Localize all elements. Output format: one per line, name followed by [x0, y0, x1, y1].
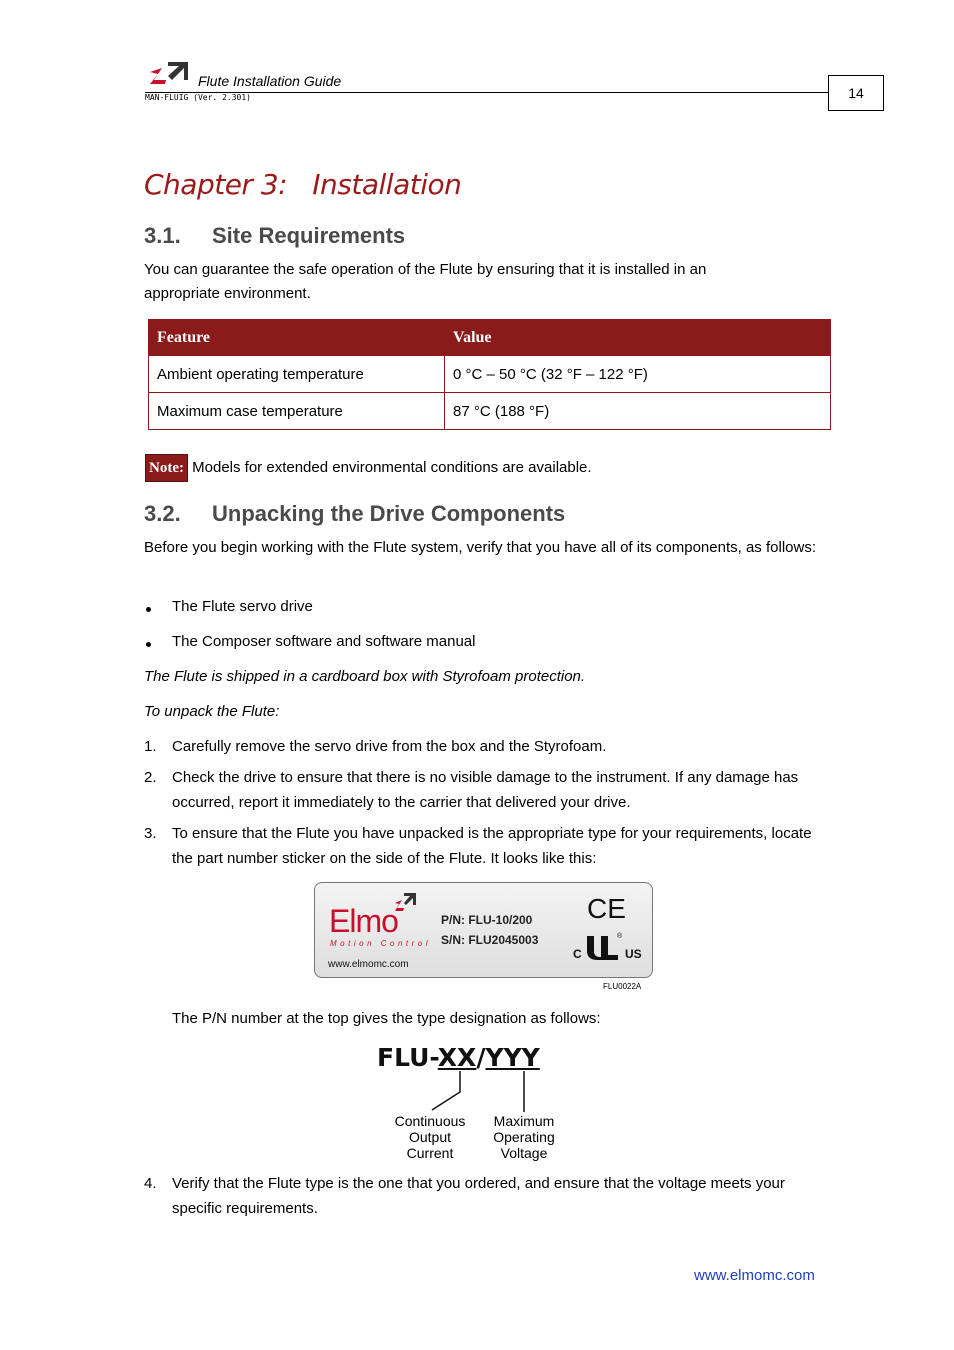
- step-text: Check the drive to ensure that there is no visible damage to the instrument. If any damage has occurred, report it immediately to the carrier that delivered your drive.: [172, 769, 799, 811]
- list-item-text: The Flute servo drive: [172, 598, 313, 615]
- sticker-brand: Elmo: [329, 903, 398, 939]
- table-header-row: [149, 320, 831, 356]
- pn-connector-lines: [377, 1040, 577, 1120]
- footer-website-link[interactable]: www.elmomc.com: [694, 1267, 815, 1284]
- section-title: Unpacking the Drive Components: [212, 501, 566, 526]
- label-line: Voltage: [500, 1145, 548, 1161]
- table-cell: Maximum case temperature: [149, 393, 445, 430]
- ul-us-label: US: [625, 947, 642, 961]
- table-cell: Ambient operating temperature: [149, 356, 445, 393]
- step-number: 3.: [144, 825, 157, 842]
- section-number: 3.1.: [144, 223, 181, 248]
- step-number: 2.: [144, 769, 157, 786]
- list-item: [146, 598, 746, 620]
- table-header: Value: [445, 320, 831, 356]
- site-requirements-table: [148, 319, 831, 430]
- table-row: [149, 393, 831, 430]
- label-line: Maximum: [493, 1113, 555, 1129]
- ul-registered-label: ®: [617, 933, 623, 940]
- pn-prefix: FLU-: [377, 1043, 438, 1072]
- sticker-sn: S/N: FLU2045003: [441, 933, 539, 947]
- step-4: [144, 1171, 834, 1223]
- table-cell: 0 °C – 50 °C (32 °F – 122 °F): [445, 356, 831, 393]
- header-title: Flute Installation Guide: [198, 73, 342, 89]
- section-title: Site Requirements: [212, 223, 406, 248]
- pn-right-label: [479, 1113, 569, 1161]
- procedure-title: To unpack the Flute:: [144, 703, 280, 720]
- section-heading-unpacking: [144, 501, 565, 527]
- note-text: Models for extended environmental conditions are available.: [187, 459, 592, 476]
- ul-mark-icon: [573, 933, 643, 963]
- pn-yyy: YYY: [485, 1043, 540, 1072]
- bullet-icon: [146, 607, 151, 612]
- pn-left-label: [379, 1113, 481, 1161]
- note-badge: Note:: [145, 454, 188, 482]
- step-number: 1.: [144, 738, 157, 755]
- header-doc-id: MAN-FLUIG (Ver. 2.301): [145, 93, 251, 102]
- elmo-logo-icon: [148, 58, 190, 88]
- pn-xx: XX: [437, 1043, 477, 1072]
- part-number-sticker: [314, 882, 653, 978]
- ce-mark-icon: CE: [587, 893, 626, 924]
- step-3: [144, 821, 834, 873]
- label-line: Continuous: [394, 1113, 466, 1129]
- table-cell: 87 °C (188 °F): [445, 393, 831, 430]
- sticker-tagline: Motion Control: [330, 939, 432, 948]
- label-line: Operating: [493, 1129, 555, 1145]
- pn-explanation: The P/N number at the top gives the type designation as follows:: [172, 1010, 601, 1027]
- note-line: [145, 454, 592, 482]
- sticker-pn: P/N: FLU-10/200: [441, 913, 533, 927]
- pn-designation-diagram: [377, 1040, 577, 1165]
- sticker-website: www.elmomc.com: [328, 959, 409, 970]
- shipping-note: The Flute is shipped in a cardboard box with Styrofoam protection.: [144, 668, 586, 685]
- chapter-title: Chapter 3: Installation: [144, 168, 462, 201]
- label-line: Output: [408, 1129, 452, 1145]
- step-text: Carefully remove the servo drive from the box and the Styrofoam.: [172, 738, 607, 755]
- list-item-text: The Composer software and software manual: [172, 633, 476, 650]
- section-number: 3.2.: [144, 501, 181, 526]
- ul-c-label: C: [573, 947, 582, 961]
- list-item: [146, 633, 746, 655]
- page-number: 14: [828, 75, 884, 111]
- unpacking-intro: Before you begin working with the Flute system, verify that you have all of its components, as follows:: [144, 539, 816, 556]
- step-text: To ensure that the Flute you have unpacked is the appropriate type for your requirements, locate the part number sticker on the side of the Flute. It looks like this:: [172, 825, 812, 867]
- site-intro: You can guarantee the safe operation of the Flute by ensuring that it is installed in an appropriate environment.: [144, 261, 707, 302]
- table-header: Feature: [149, 320, 445, 356]
- section-heading-site-requirements: [144, 223, 405, 249]
- step-2: [144, 765, 834, 817]
- step-number: 4.: [144, 1175, 157, 1192]
- step-text: Verify that the Flute type is the one that you ordered, and ensure that the voltage meets your specific requirements.: [172, 1175, 785, 1217]
- pn-slash: /: [476, 1043, 486, 1072]
- step-1: [144, 734, 834, 760]
- bullet-icon: [146, 642, 151, 647]
- table-row: [149, 356, 831, 393]
- sticker-figure-id: FLU0022A: [603, 982, 642, 991]
- label-line: Current: [406, 1145, 454, 1161]
